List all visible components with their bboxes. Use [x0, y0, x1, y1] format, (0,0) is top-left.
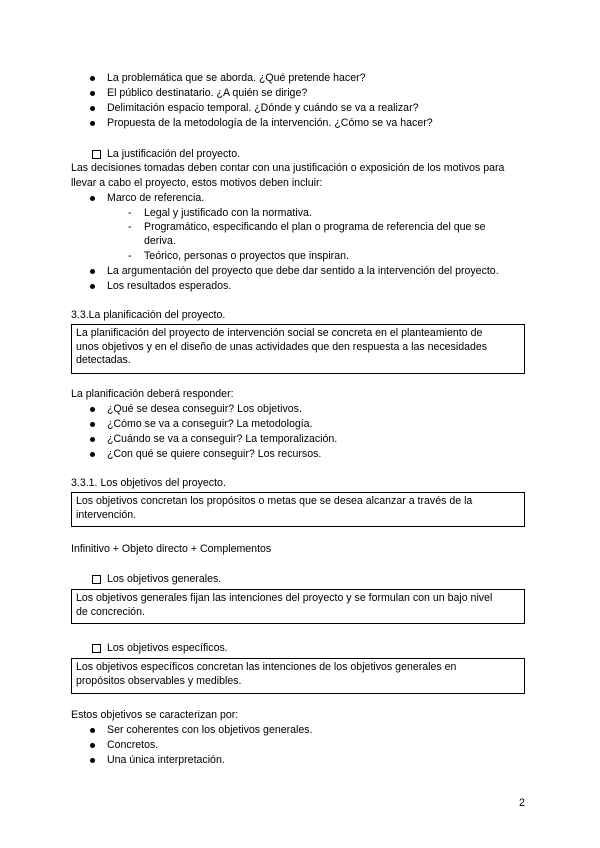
list-item: Propuesta de la metodología de la intervención. ¿Cómo se va hacer?: [107, 117, 433, 129]
bullet-dot: [90, 284, 95, 289]
paragraph-line: Estos objetivos se caracterizan por:: [71, 709, 239, 721]
dash-marker: -: [128, 207, 132, 219]
sub-list-item: Programático, especificando el plan o programa de referencia del que se: [144, 221, 486, 233]
list-item: Concretos.: [107, 739, 159, 751]
bullet-dot: [90, 196, 95, 201]
dash-marker: -: [128, 221, 132, 233]
box-line: Los objetivos específicos concretan las intenciones de los objetivos generales en: [76, 661, 457, 673]
paragraph-line: llevar a cabo el proyecto, estos motivos deben incluir:: [71, 177, 323, 189]
box-line: intervención.: [76, 508, 137, 521]
list-item: La problemática que se aborda. ¿Qué pretende hacer?: [107, 72, 366, 84]
checkbox-icon: [92, 575, 101, 584]
definition-box-especificos: [71, 658, 525, 694]
bullet-dot: [90, 76, 95, 81]
bullet-dot: [90, 728, 95, 733]
bullet-dot: [90, 437, 95, 442]
definition-box-objetivos: [71, 492, 525, 527]
box-line: La planificación del proyecto de intervención social se concreta en el planteamiento de: [76, 327, 483, 339]
list-item: ¿Cuándo se va a conseguir? La temporalización.: [107, 433, 338, 445]
list-item: La argumentación del proyecto que debe dar sentido a la intervención del proyecto.: [107, 265, 499, 277]
subsection-heading-generales: Los objetivos generales.: [107, 573, 222, 585]
box-line: detectadas.: [76, 354, 131, 366]
bullet-dot: [90, 452, 95, 457]
box-line: propósitos observables y medibles.: [76, 674, 242, 687]
box-line: de concreción.: [76, 605, 145, 618]
list-item: ¿Qué se desea conseguir? Los objetivos.: [107, 403, 302, 415]
list-item: Marco de referencia.: [107, 192, 205, 204]
list-item: ¿Con qué se quiere conseguir? Los recursos.: [107, 448, 322, 460]
bullet-dot: [90, 106, 95, 111]
list-item: El público destinatario. ¿A quién se dirige?: [107, 87, 308, 99]
checkbox-icon: [92, 150, 101, 159]
list-item: Delimitación espacio temporal. ¿Dónde y cuándo se va a realizar?: [107, 102, 419, 114]
bullet-dot: [90, 422, 95, 427]
sub-list-item: Legal y justificado con la normativa.: [144, 207, 312, 219]
sub-list-item: deriva.: [144, 235, 176, 247]
section-heading-objetivos: 3.3.1. Los objetivos del proyecto.: [71, 477, 226, 489]
section-heading-justificacion: La justificación del proyecto.: [107, 148, 241, 160]
checkbox-icon: [92, 644, 101, 653]
sub-list-item: Teórico, personas o proyectos que inspiran.: [144, 250, 349, 262]
dash-marker: -: [128, 250, 132, 262]
bullet-dot: [90, 407, 95, 412]
bullet-dot: [90, 269, 95, 274]
list-item: Los resultados esperados.: [107, 280, 232, 292]
bullet-dot: [90, 91, 95, 96]
definition-box-planificacion: [71, 324, 525, 374]
definition-box-generales: [71, 589, 525, 624]
list-item: Ser coherentes con los objetivos generales.: [107, 724, 313, 736]
list-item: Una única interpretación.: [107, 754, 225, 766]
paragraph-line: La planificación deberá responder:: [71, 388, 234, 400]
box-line: Los objetivos concretan los propósitos o metas que se desea alcanzar a través de la: [76, 495, 473, 507]
bullet-dot: [90, 758, 95, 763]
list-item: ¿Cómo se va a conseguir? La metodología.: [107, 418, 313, 430]
subsection-heading-especificos: Los objetivos específicos.: [107, 642, 228, 654]
page-number: 2: [519, 797, 525, 809]
bullet-dot: [90, 121, 95, 126]
section-heading-planificacion: 3.3.La planificación del proyecto.: [71, 309, 226, 321]
box-line: Los objetivos generales fijan las intenciones del proyecto y se formulan con un bajo nivel: [76, 592, 493, 604]
bullet-dot: [90, 743, 95, 748]
formula-line: Infinitivo + Objeto directo + Complementos: [71, 543, 272, 555]
paragraph-line: Las decisiones tomadas deben contar con una justificación o exposición de los motivos para: [71, 162, 505, 174]
box-line: unos objetivos y en el diseño de unas actividades que den respuesta a las necesidades: [76, 340, 488, 353]
